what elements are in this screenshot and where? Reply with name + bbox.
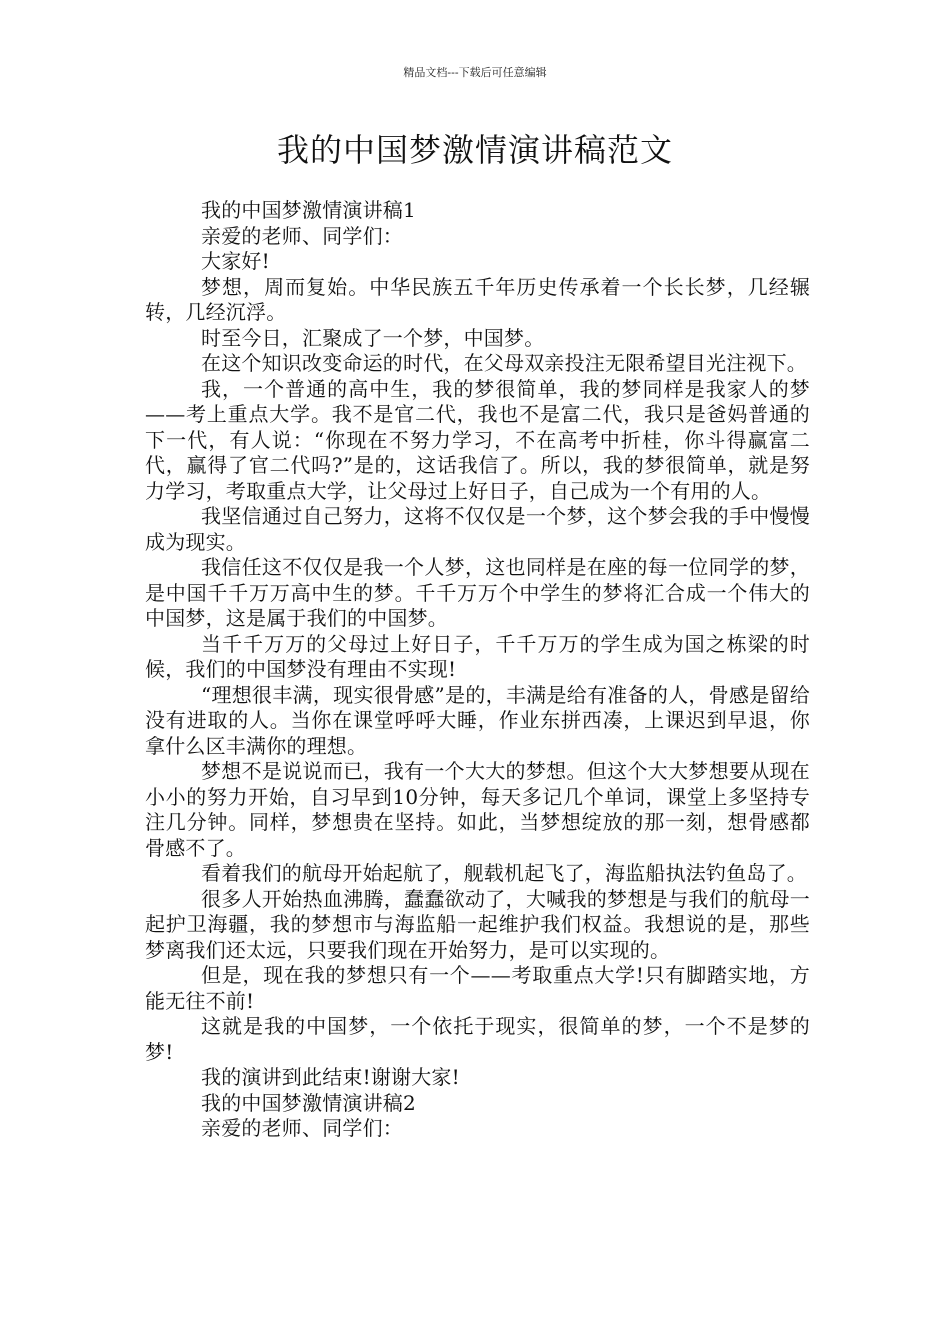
- document-title: 我的中国梦激情演讲稿范文: [276, 131, 673, 169]
- document-body: [145, 198, 810, 1142]
- paragraph: 当千千万万的父母过上好日子，千千万万的学生成为国之栋梁的时候，我们的中国梦没有理由不实现!: [145, 631, 810, 681]
- paragraph: 我，一个普通的高中生，我的梦很简单，我的梦同样是我家人的梦——考上重点大学。我不是官二代，我也不是富二代，我只是爸妈普通的下一代，有人说：“你现在不努力学习，不在高考中折桂，你斗得赢富二代，赢得了官二代吗?”是的，这话我信了。所以，我的梦很简单，就是努力学习，考取重点大学，让父母过上好日子，自己成为一个有用的人。: [145, 376, 810, 503]
- paragraph: 这就是我的中国梦，一个依托于现实，很简单的梦，一个不是梦的梦!: [145, 1014, 810, 1064]
- paragraph: 我的演讲到此结束!谢谢大家!: [201, 1065, 460, 1089]
- paragraph: 大家好!: [201, 249, 270, 273]
- paragraph: 时至今日，汇聚成了一个梦，中国梦。: [201, 325, 545, 350]
- paragraph: 但是，现在我的梦想只有一个——考取重点大学!只有脚踏实地，方能无往不前!: [145, 963, 810, 1013]
- paragraph: 我的中国梦激情演讲稿2: [201, 1090, 416, 1115]
- paragraph: 梦想，周而复始。中华民族五千年历史传承着一个长长梦，几经辗转，几经沉浮。: [145, 274, 810, 324]
- paragraph: 亲爱的老师、同学们：: [201, 223, 403, 248]
- header-watermark: 精品文档---下载后可任意编辑: [403, 66, 547, 79]
- paragraph: 我信任这不仅仅是我一个人梦，这也同样是在座的每一位同学的梦，是中国千千万万高中生的梦。千千万万个中学生的梦将汇合成一个伟大的中国梦，这是属于我们的中国梦。: [145, 555, 810, 630]
- paragraph: 我坚信通过自己努力，这将不仅仅是一个梦，这个梦会我的手中慢慢成为现实。: [145, 504, 810, 554]
- paragraph: 亲爱的老师、同学们：: [201, 1116, 403, 1140]
- paragraph: 梦想不是说说而已，我有一个大大的梦想。但这个大大梦想要从现在小小的努力开始，自习早到10分钟，每天多记几个单词，课堂上多坚持专注几分钟。同样，梦想贵在坚持。如此，当梦想绽放的那一刻，想骨感都骨感不了。: [145, 759, 810, 860]
- paragraph: 我的中国梦激情演讲稿1: [201, 198, 416, 222]
- paragraph: 很多人开始热血沸腾，蠢蠢欲动了，大喊我的梦想是与我们的航母一起护卫海疆，我的梦想市与海监船一起维护我们权益。我想说的是，那些梦离我们还太远，只要我们现在开始努力，是可以实现的。: [145, 886, 810, 962]
- paragraph: 看着我们的航母开始起航了，舰载机起飞了，海监船执法钓鱼岛了。: [201, 861, 807, 885]
- paragraph: 在这个知识改变命运的时代，在父母双亲投注无限希望目光注视下。: [201, 351, 807, 375]
- paragraph: “理想很丰满，现实很骨感”是的，丰满是给有准备的人，骨感是留给没有进取的人。当你在课堂呼呼大睡，作业东拼西凑，上课迟到早退，你拿什么区丰满你的理想。: [145, 682, 810, 758]
